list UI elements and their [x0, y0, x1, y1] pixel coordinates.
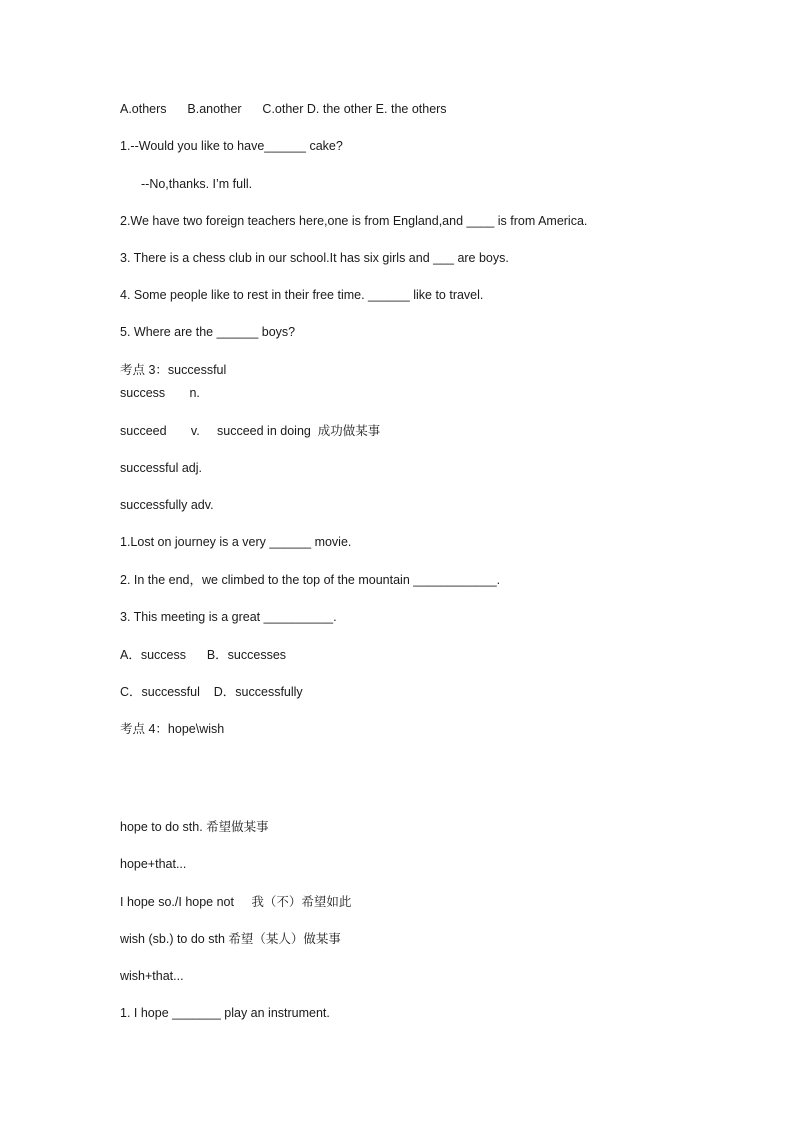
choice-line-cd: C．successful D．successfully: [120, 685, 303, 699]
question-1-reply: --No,thanks. I’m full.: [141, 177, 253, 191]
hope-exercise-1: 1. I hope _______ play an instrument.: [120, 1006, 330, 1020]
word-successfully: successfully adv.: [120, 498, 214, 512]
exercise-1: 1.Lost on journey is a very ______ movie.: [120, 535, 352, 549]
choice-line-ab: A．success B．successes: [120, 648, 287, 662]
exercise-2: 2. In the end，we climbed to the top of the mountain ____________.: [120, 573, 501, 587]
hope-to-do: hope to do sth. 希望做某事: [120, 820, 269, 834]
question-3: 3. There is a chess club in our school.It has six girls and ___ are boys.: [120, 251, 509, 265]
question-4: 4. Some people like to rest in their free time. ______ like to travel.: [120, 288, 484, 302]
question-5: 5. Where are the ______ boys?: [120, 325, 296, 339]
hope-that: hope+that...: [120, 857, 187, 871]
question-1: 1.--Would you like to have______ cake?: [120, 139, 343, 153]
word-success: success n.: [120, 386, 200, 400]
question-2: 2.We have two foreign teachers here,one is from England,and ____ is from America.: [120, 214, 588, 228]
section-heading-4: 考点 4：hope\wish: [120, 722, 225, 736]
hope-so: I hope so./I hope not 我（不）希望如此: [120, 895, 352, 909]
word-successful: successful adj.: [120, 461, 202, 475]
wish-to-do: wish (sb.) to do sth 希望（某人）做某事: [120, 932, 341, 946]
wish-that: wish+that...: [120, 969, 184, 983]
word-succeed: succeed v. succeed in doing 成功做某事: [120, 424, 381, 438]
exercise-3: 3. This meeting is a great __________.: [120, 610, 337, 624]
section-heading-3: 考点 3：successful: [120, 363, 227, 377]
options-line: A.others B.another C.other D. the other E. the others: [120, 102, 447, 116]
